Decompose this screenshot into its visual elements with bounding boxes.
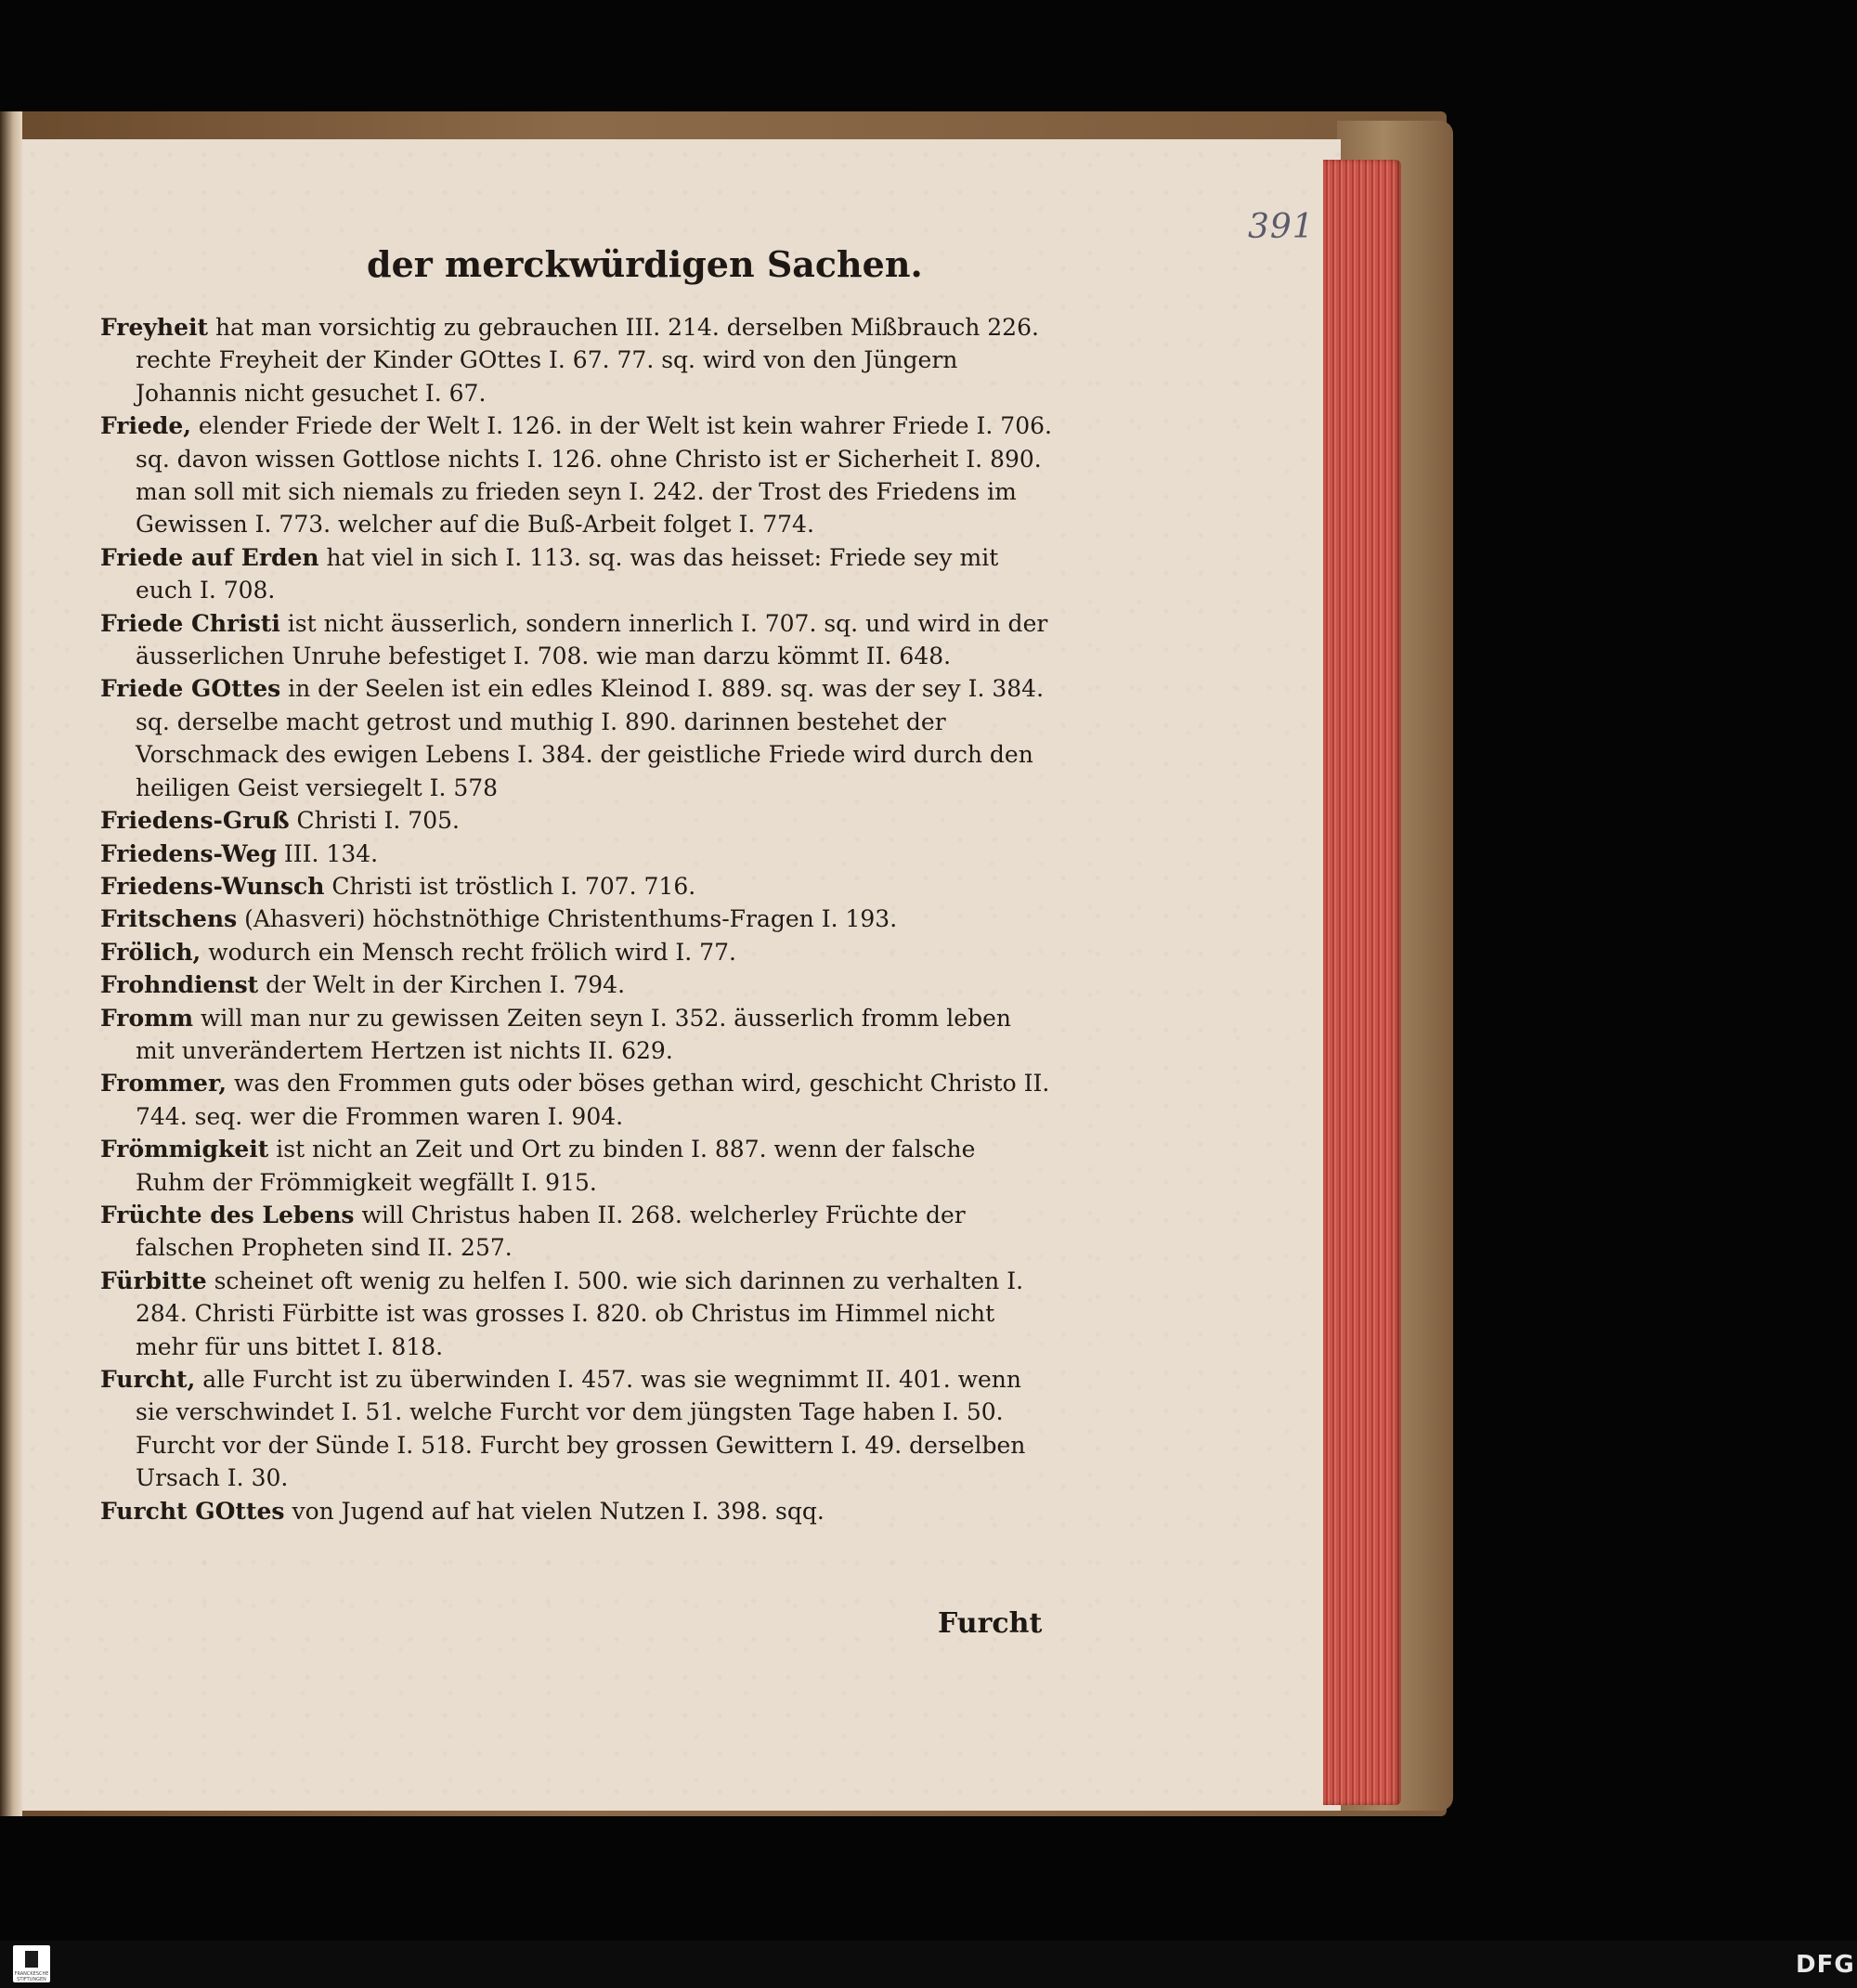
index-entry <box>100 1067 1052 1133</box>
entry-text: Christi I. 705. <box>289 807 460 835</box>
index-entry <box>100 804 1052 837</box>
entry-keyword: Fürbitte <box>100 1267 207 1294</box>
entry-text: elender Friede der Welt I. 126. in der Welt ist kein wahrer Friede I. 706. sq. davon wissen Gottlose nichts I. 126. ohne Christo ist er Sicherheit I. 890. man soll mit sich niemals zu frieden seyn I. 242. der Trost des Friedens im Gewissen I. 773. welcher auf die Buß-Arbeit folget I. 774. <box>136 412 1052 539</box>
entry-text: hat viel in sich I. 113. sq. was das heisset: Friede sey mit euch I. 708. <box>136 543 999 604</box>
entry-keyword: Frommer, <box>100 1070 227 1098</box>
entry-text: will man nur zu gewissen Zeiten seyn I. 352. äusserlich fromm leben mit unverändertem Hertzen ist nichts II. 629. <box>136 1004 1011 1064</box>
index-entry <box>100 936 1052 968</box>
index-entry <box>100 1133 1052 1199</box>
index-entry <box>100 607 1052 673</box>
entry-text: der Welt in der Kirchen I. 794. <box>258 971 626 999</box>
index-entry <box>100 672 1052 804</box>
entry-text: wodurch ein Mensch recht frölich wird I. 77. <box>201 938 736 966</box>
entry-text: Christi ist tröstlich I. 707. 716. <box>324 872 696 900</box>
folio-number: 391 <box>1248 208 1315 246</box>
dfg-logo[interactable]: DFG <box>1796 1951 1855 1979</box>
franckesche-stiftungen-logo[interactable] <box>13 1945 50 1982</box>
running-head: der merckwürdigen Sachen. <box>367 243 923 285</box>
index-entry <box>100 838 1052 870</box>
index-entry <box>100 409 1052 541</box>
entry-keyword: Friedens-Wunsch <box>100 872 325 900</box>
entry-text: von Jugend auf hat vielen Nutzen I. 398. sqq. <box>284 1497 825 1525</box>
entry-keyword: Furcht GOttes <box>100 1497 285 1525</box>
entry-text: III. 134. <box>276 839 379 867</box>
entry-keyword: Friedens-Weg <box>100 839 277 867</box>
entry-keyword: Friedens-Gruß <box>100 807 290 835</box>
viewer-footer-bar <box>0 1941 1857 1988</box>
entry-text: ist nicht äusserlich, sondern innerlich I. 707. sq. und wird in der äusserlichen Unruhe befestiget I. 708. wie man darzu kömmt II. 648. <box>136 609 1048 670</box>
index-entry <box>100 541 1052 607</box>
entry-keyword: Friede auf Erden <box>100 543 319 571</box>
index-entry <box>100 1199 1052 1265</box>
entry-text: scheinet oft wenig zu helfen I. 500. wie sich darinnen zu verhalten I. 284. Christi Fürbitte ist was grosses I. 820. ob Christus im Himmel nicht mehr für uns bittet I. 818. <box>136 1267 1024 1360</box>
entry-keyword: Frohndienst <box>100 971 259 999</box>
catchword: Furcht <box>938 1607 1043 1640</box>
index-entries <box>100 311 1052 1527</box>
entry-keyword: Frömmigkeit <box>100 1136 269 1163</box>
index-entry <box>100 968 1052 1001</box>
entry-keyword: Freyheit <box>100 314 209 341</box>
index-entry <box>100 1363 1052 1495</box>
entry-keyword: Furcht, <box>100 1366 196 1393</box>
red-page-edges <box>1323 160 1401 1805</box>
index-entry <box>100 870 1052 903</box>
entry-text: will Christus haben II. 268. welcherley Früchte der falschen Propheten sind II. 257. <box>136 1201 966 1262</box>
entry-keyword: Friede, <box>100 412 191 440</box>
index-entry <box>100 311 1052 409</box>
index-entry <box>100 1495 1052 1527</box>
entry-text: was den Frommen guts oder böses gethan wird, geschicht Christo II. 744. seq. wer die Frommen waren I. 904. <box>136 1070 1050 1130</box>
entry-keyword: Friede GOttes <box>100 675 281 703</box>
entry-text: hat man vorsichtig zu gebrauchen III. 214. derselben Mißbrauch 226. rechte Freyheit der Kinder GOttes I. 67. 77. sq. wird von den Jüngern Johannis nicht gesuchet I. 67. <box>136 314 1039 407</box>
entry-keyword: Früchte des Lebens <box>100 1201 355 1228</box>
building-icon <box>25 1951 38 1968</box>
entry-keyword: Fritschens <box>100 905 238 933</box>
entry-text: (Ahasveri) höchstnöthige Christenthums-Fragen I. 193. <box>237 905 898 933</box>
book-spine <box>0 111 22 1816</box>
entry-text: in der Seelen ist ein edles Kleinod I. 889. sq. was der sey I. 384. sq. derselbe macht getrost und muthig I. 890. darinnen bestehet der Vorschmack des ewigen Lebens I. 384. der geistliche Friede wird durch den heiligen Geist versiegelt I. 578 <box>136 675 1045 801</box>
logo-caption: FRANCKESCHE STIFTUNGEN <box>14 1971 49 1982</box>
index-entry <box>100 1002 1052 1068</box>
entry-text: alle Furcht ist zu überwinden I. 457. was sie wegnimmt II. 401. wenn sie verschwindet I. 51. welche Furcht vor dem jüngsten Tage haben I. 50. Furcht vor der Sünde I. 518. Furcht bey grossen Gewittern I. 49. derselben Ursach I. 30. <box>136 1366 1026 1492</box>
index-entry <box>100 1265 1052 1363</box>
index-entry <box>100 903 1052 935</box>
entry-keyword: Friede Christi <box>100 609 280 637</box>
entry-text: ist nicht an Zeit und Ort zu binden I. 887. wenn der falsche Ruhm der Frömmigkeit wegfällt I. 915. <box>136 1136 976 1196</box>
entry-keyword: Fromm <box>100 1004 194 1032</box>
entry-keyword: Frölich, <box>100 938 201 966</box>
